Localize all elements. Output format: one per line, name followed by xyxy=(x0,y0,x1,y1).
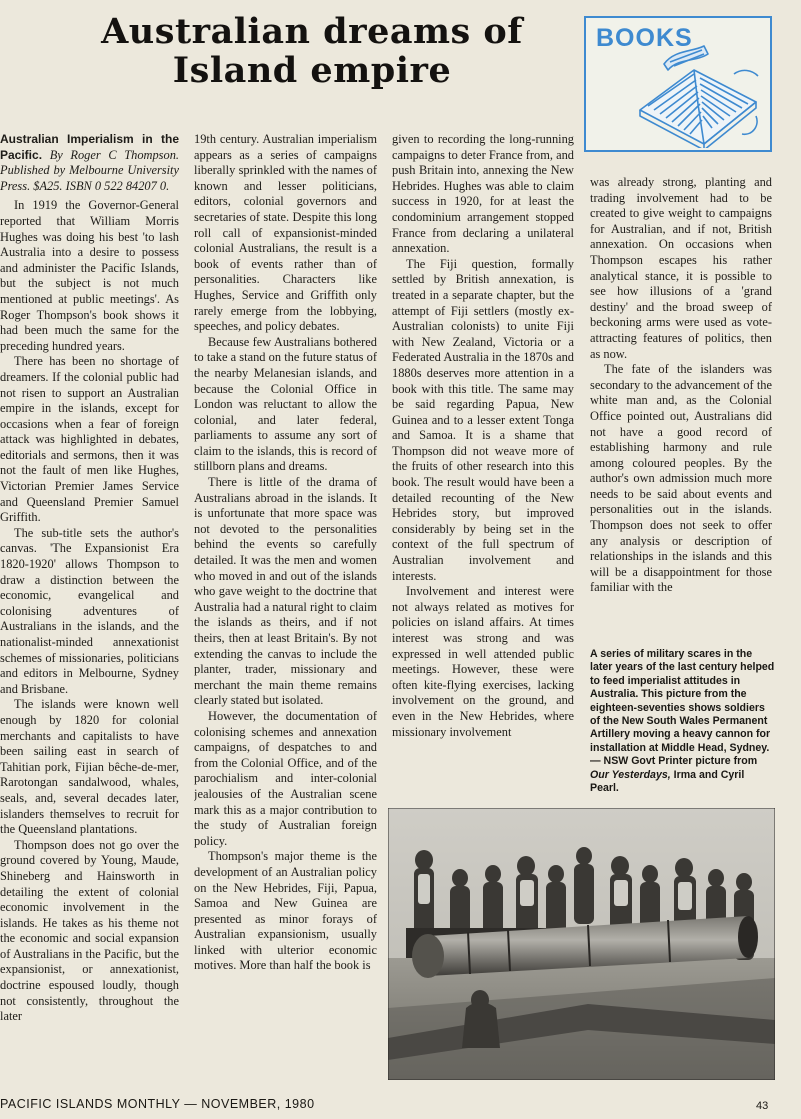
article-column-3 xyxy=(392,132,574,792)
book-title: Australian Imperialism in the Pacific. xyxy=(0,132,179,162)
article-column-1 xyxy=(0,132,179,1072)
artillery-photo xyxy=(388,808,775,1080)
body-paragraph: 19th century. Australian imperialism appears as a series of campaigns liberally sprinkled with the names of known and lesser politicians, editors, colonial governors and secretaries of state. Despite this long roll call of expansionist-minded colonial Australians, the result is a book of events rather than of personalities. Characters like Hughes, Service and Griffith only rarely emerge from the lobbying, speeches, and policy debates. xyxy=(194,132,377,334)
body-paragraph: The fate of the islanders was secondary to the advancement of the white man and, as the Colonial Office pointed out, Australians did not have a good record of establishing harmony and rule among coloured peoples. By the author's own admission much more needs to be said about events and personalities out in the islands. Thompson does not seek to offer any analysis or description of relationships in the islands and this will be a disappointment for those familiar with the xyxy=(590,362,772,595)
body-paragraph: However, the documentation of colonising schemes and annexation campaigns, of despatches to and from the Colonial Office, and of the parochialism and inter-colonial jealousies of the Australian scene mark this as a major contribution to the study of Australian foreign policy. xyxy=(194,708,377,848)
body-paragraph: Thompson does not go over the ground covered by Young, Maude, Shineberg and Hainsworth in detailing the extent of colonial economic involvement in the islands. He takes as his theme not the economic and social expansion of Australians in the Pacific, but the expansionist, or annexationist, doctrine espoused loudly, though not consistently, throughout the later xyxy=(0,837,179,1024)
body-paragraph: given to recording the long-running campaigns to deter France from, and push Britain into, annexing the New Hebrides. Hughes was able to claim success in 1920, for at least the condominium arrangement stopped France from declaring a unilateral annexation. xyxy=(392,132,574,256)
section-label: BOOKS xyxy=(596,24,693,52)
page-footer: PACIFIC ISLANDS MONTHLY — NOVEMBER, 1980 xyxy=(0,1097,315,1111)
article-column-4 xyxy=(590,175,772,615)
photo-caption xyxy=(590,648,776,795)
caption-source-title: Our Yesterdays, xyxy=(590,768,671,781)
body-paragraph: There has been no shortage of dreamers. If the colonial public had not risen to support an Australian empire in the islands, except for occasions when a fear of foreign attack was highlighted in debates, editorials and sermons, then it was not the fault of men like Hughes, Victorian Premier James Service and Queensland Premier Samuel Griffith. xyxy=(0,354,179,525)
body-paragraph: Because few Australians bothered to take a stand on the future status of the nearby Melanesian islands, and because the Colonial Office in London was reluctant to allow the colonial, and later federal, parliaments to assume any sort of claim to the islands, this is record of stillborn plans and dreams. xyxy=(194,334,377,474)
caption-text: A series of military scares in the later years of the last century helped to feed imperialist attitudes in Australia. This picture from the eighteen-seventies shows soldiers of the New South Wales Permanent Artillery moving a heavy cannon for installation at Middle Head, Sydney. — NSW Govt Printer picture from xyxy=(590,648,775,768)
page-number: 43 xyxy=(756,1100,769,1112)
open-book-icon xyxy=(634,44,766,148)
books-section-box xyxy=(584,16,772,152)
body-paragraph: The islands were known well enough by 1820 for colonial merchants and capitalists to have been sailing east in search of Tahitian pork, Fijian bêche-de-mer, Rarotongan sandalwood, whales, seals, and, several decades later, islanders themselves to recruit for the Queensland plantations. xyxy=(0,697,179,837)
caption-source-authors: Irma and Cyril Pearl. xyxy=(590,768,745,795)
body-paragraph: The Fiji question, formally settled by British annexation, is treated in a separate chapter, but the attempt of Fiji settlers (mostly ex-Australian colonists) to unite Fiji with New Zealand, Victoria or a Federated Australia in the 1870s and 1880s deserves more attention in a book with this title. The same may be said regarding Papua, New Guinea and to a lesser extent Tonga and Samoa. It is a shame that Thompson did not weave more of the fruits of other research into this book. The result would have been a detailed recounting of the New Hebrides story, but improved considerably by being set in the context of the full spectrum of Australian involvement and interests. xyxy=(392,256,574,583)
body-paragraph: Involvement and interest were not always related as motives for policies on island affairs. At times interest was strong and was expressed in well attended public meetings. However, these were often kite-flying exercises, lacking involvement on the ground, and even in the New Hebrides, where missionary involvement xyxy=(392,584,574,739)
book-details: By Roger C Thompson. Published by Melbourne University Press. $A25. ISBN 0 522 84207 0. xyxy=(0,147,179,193)
body-paragraph: In 1919 the Governor-General reported that William Morris Hughes was doing his best 'to lash Australia into a desire to possess and administer the Pacific Islands, but the subject is not much mentioned at public meetings'. As Roger Thompson's book shows it had been much the same for the preceding hundred years. xyxy=(0,198,179,353)
body-paragraph: Thompson's major theme is the development of an Australian policy on the New Hebrides, Fiji, Papua, Samoa and New Guinea are presented as minor forays of Australian expansionism, usually linked with ulterior economic motives. More than half the book is xyxy=(194,849,377,973)
body-paragraph: There is little of the drama of Australians abroad in the islands. It is unfortunate that more space was not devoted to the personalities behind the events so carefully detailed. It was the men and women who moved in and out of the islands who gave weight to the doctrine that Australia had a natural right to claim the islands as theirs, and if not theirs, then at least Britain's. By not extending the canvas to include the planter, trader, missionary and merchant the main theme remains clearly stated but isolated. xyxy=(194,475,377,708)
body-paragraph: was already strong, planting and trading involvement had to be created to give weight to campaigns for Australian, and if not, British annexation. On occasions when Thompson escapes his rather analytical stance, it is possible to see how illusions of a 'grand destiny' and the broad sweep of beckoning arms were used as vote-attracting features of politics, then as now. xyxy=(590,175,772,361)
book-citation xyxy=(0,132,179,194)
article-column-2 xyxy=(194,132,377,1082)
body-paragraph: The sub-title sets the author's canvas. 'The Expansionist Era 1820-1920' allows Thompson to draw a distinction between the economic, evangelical and colonising adventures of Australians in the islands, and the nationalist-minded annexationist schemes of missionaries, politicians and editors in Melbourne, Sydney and Brisbane. xyxy=(0,525,179,696)
headline: Australian dreams of Island empire xyxy=(101,11,523,91)
